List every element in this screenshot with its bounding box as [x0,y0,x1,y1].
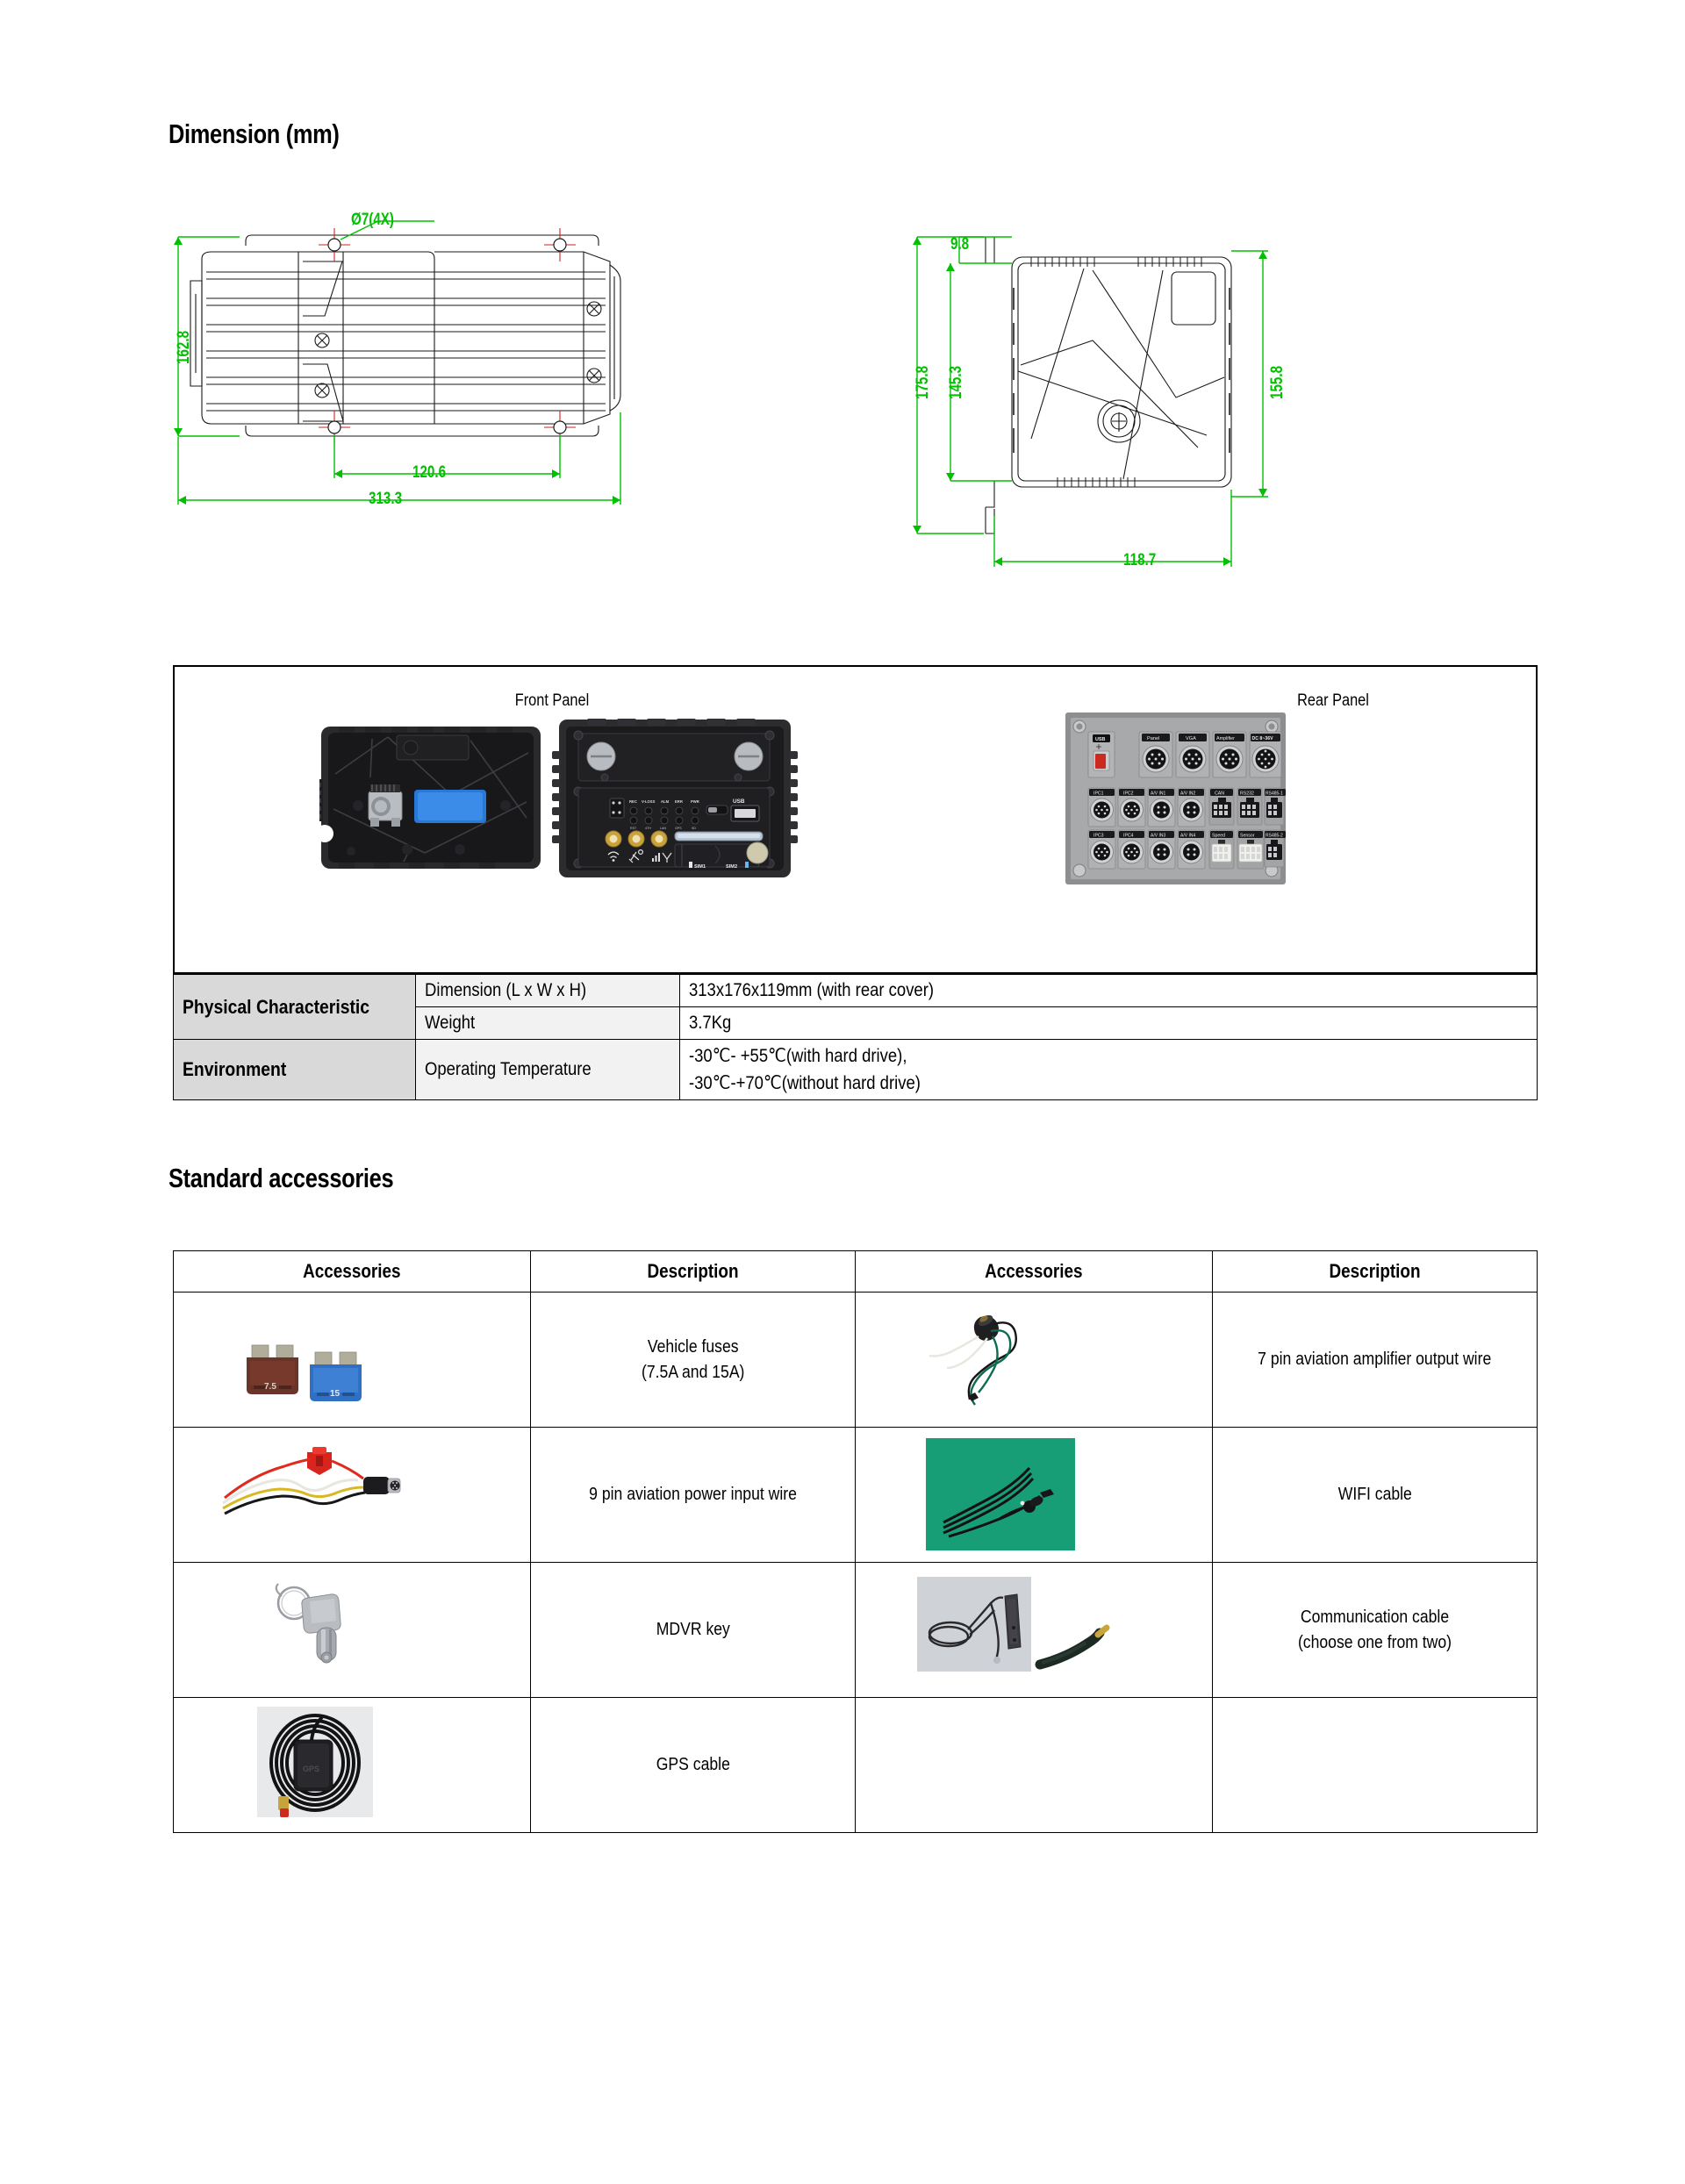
power-input-wire-photo [209,1445,428,1542]
column-header-accessories-2: Accessories [855,1251,1212,1292]
accessory-image-power-input-wire [174,1428,531,1563]
accessory-image-wifi-cable [855,1428,1212,1563]
accessory-image-vehicle-fuses [174,1292,531,1428]
dim-label-top-offset: 9.8 [950,235,970,254]
svg-text:VGA: VGA [1186,736,1196,741]
svg-text:RS485-2: RS485-2 [1266,833,1283,839]
dim-label-overall-length: 313.3 [369,490,403,508]
spec-group-environment: Environment [174,1040,416,1100]
accessory-image-communication-cable [855,1563,1212,1698]
svg-text:SIM1: SIM1 [694,864,706,870]
table-row [174,1428,1538,1563]
spec-group-physical: Physical Characteristic [174,975,416,1040]
svg-text:IPC3: IPC3 [1093,833,1104,839]
front-panel-lid-photo [319,721,543,875]
dim-label-inner-height: 145.3 [947,365,965,399]
dim-label-rear-width: 118.7 [1123,551,1157,569]
svg-text:GPS: GPS [303,1765,320,1773]
svg-text:IPC1: IPC1 [1093,791,1104,797]
svg-text:7.5: 7.5 [264,1382,276,1392]
front-panel-body-photo [552,716,798,881]
spec-item-dimension-name: Dimension (L x W x H) [416,975,680,1007]
accessories-table [173,1250,1538,1833]
page-title-dimension: Dimension (mm) [168,118,340,149]
column-header-accessories-1: Accessories [174,1251,531,1292]
rear-view-drawing [908,218,1286,612]
accessory-description-wifi-cable: WIFI cable [1212,1428,1537,1563]
svg-text:PWR: PWR [691,799,699,804]
accessory-description-communication-cable: Communication cable (choose one from two) [1212,1563,1537,1698]
specification-table [173,974,1538,1100]
accessory-image-empty [855,1698,1212,1833]
vehicle-fuses-photo [231,1308,406,1405]
dim-label-hole-callout: Ø7(4X) [351,211,394,229]
svg-text:V-LOSS: V-LOSS [642,799,656,804]
table-row [174,1292,1538,1428]
svg-text:Panel: Panel [1147,736,1160,741]
dim-label-side-height: 155.8 [1268,365,1287,399]
svg-text:SIM2: SIM2 [726,864,738,870]
svg-text:SD: SD [692,827,696,830]
svg-text:15: 15 [330,1389,341,1399]
svg-text:RST: RST [630,827,637,830]
dim-label-height: 162.8 [175,330,193,364]
svg-text:USB: USB [733,798,745,805]
table-row [174,1563,1538,1698]
svg-text:IPC2: IPC2 [1123,791,1134,797]
svg-text:A/V IN1: A/V IN1 [1151,791,1166,797]
accessory-description-gps-cable: GPS cable [530,1698,855,1833]
svg-text:4TH: 4TH [645,827,651,830]
svg-text:ALM: ALM [661,799,670,804]
accessory-image-mdvr-key [174,1563,531,1698]
svg-text:A/V IN4: A/V IN4 [1180,833,1196,839]
svg-text:Speed: Speed [1212,833,1226,839]
svg-text:GPS: GPS [675,827,682,830]
front-panel-caption: Front Panel [514,691,590,710]
page-title-accessories: Standard accessories [168,1163,394,1193]
wifi-cable-photo [926,1438,1075,1550]
gps-cable-photo [248,1705,389,1819]
dim-label-outer-height: 175.8 [914,365,932,399]
svg-text:RS485-1: RS485-1 [1266,791,1283,797]
table-row [174,1040,1538,1100]
column-header-description-2: Description [1212,1251,1537,1292]
table-header-row [174,1251,1538,1292]
accessory-image-amplifier-output-wire [855,1292,1212,1428]
spec-item-temperature-name: Operating Temperature [416,1040,680,1100]
accessory-description-mdvr-key: MDVR key [530,1563,855,1698]
accessory-description-vehicle-fuses: Vehicle fuses (7.5A and 15A) [530,1292,855,1428]
spec-item-dimension-value: 313x176x119mm (with rear cover) [680,975,1538,1007]
svg-text:IPC4: IPC4 [1123,833,1134,839]
accessory-image-gps-cable [174,1698,531,1833]
svg-text:USB: USB [1095,737,1106,742]
rear-panel-caption: Rear Panel [1297,691,1369,710]
accessory-description-power-input-wire: 9 pin aviation power input wire [530,1428,855,1563]
mdvr-key-photo [257,1577,380,1682]
svg-text:DC 8~36V: DC 8~36V [1251,736,1273,741]
accessory-description-empty [1212,1698,1537,1833]
svg-text:A/V IN3: A/V IN3 [1151,833,1166,839]
rear-panel-photo [1064,711,1287,886]
table-row [174,975,1538,1007]
svg-text:RS232: RS232 [1240,791,1254,797]
svg-text:Amplifier: Amplifier [1216,736,1235,741]
spec-item-temperature-value: -30℃- +55℃(with hard drive), -30℃-+70℃(without hard drive) [680,1040,1538,1100]
column-header-description-1: Description [530,1251,855,1292]
svg-text:CAN: CAN [1215,791,1224,797]
svg-text:Sensor: Sensor [1240,833,1255,839]
svg-text:A/V IN2: A/V IN2 [1180,791,1196,797]
spec-item-weight-value: 3.7Kg [680,1007,1538,1040]
communication-cable-photo [900,1573,1110,1679]
amplifier-output-wire-photo [917,1301,1084,1415]
svg-text:REC: REC [629,799,637,804]
svg-text:ERR: ERR [675,799,683,804]
side-view-drawing [171,211,856,641]
table-row [174,1698,1538,1833]
svg-text:LAN: LAN [660,827,666,830]
panel-photo-table [173,665,1538,974]
dim-label-hole-spacing: 120.6 [412,463,447,482]
accessory-description-amplifier-output-wire: 7 pin aviation amplifier output wire [1212,1292,1537,1428]
spec-item-weight-name: Weight [416,1007,680,1040]
dimension-drawing-figure [171,211,1514,641]
